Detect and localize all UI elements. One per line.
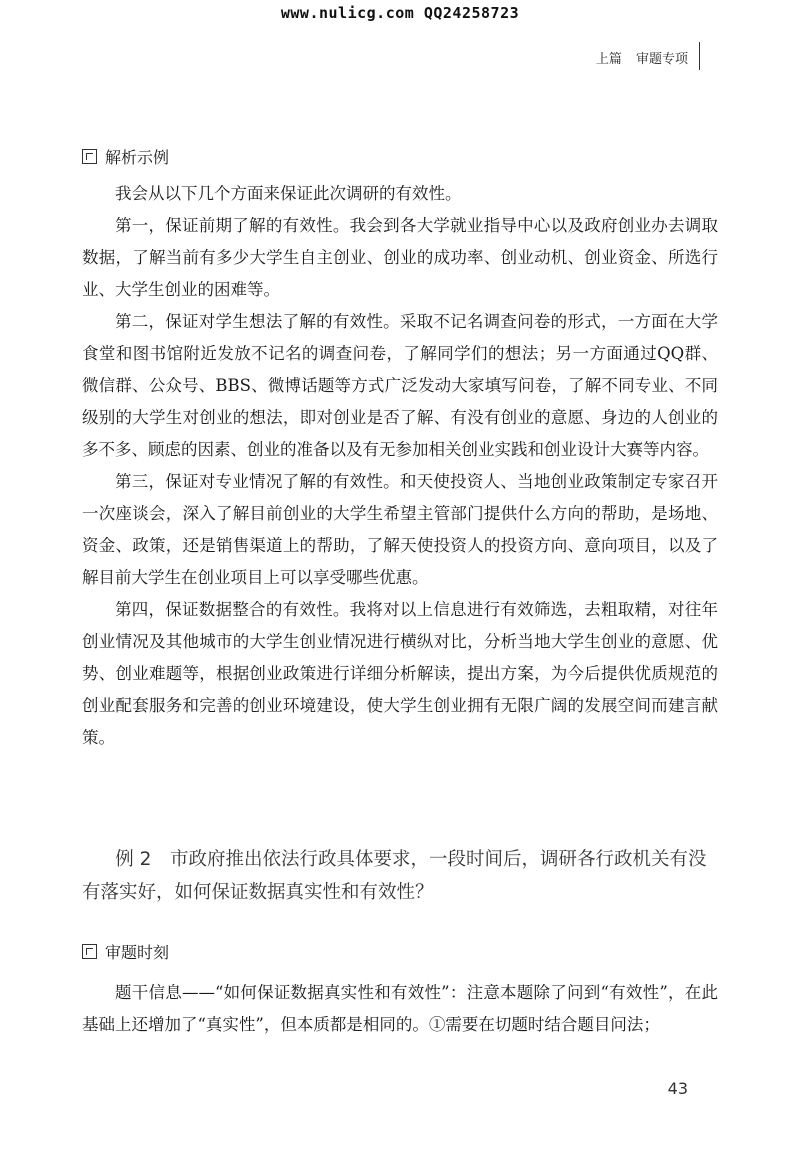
paragraph: 第一，保证前期了解的有效性。我会到各大学就业指导中心以及政府创业办去调取数据，了解当前有多少大学生自主创业、创业的成功率、创业动机、创业资金、所选行业、大学生创业的困难等。 [82,216,718,299]
example-text: 例 2 市政府推出依法行政具体要求，一段时间后，调研各行政机关有没有落实好，如何保证数据真实性和有效性？ [82,849,707,903]
paragraph: 第四，保证数据整合的有效性。我将对以上信息进行有效筛选，去粗取精，对往年创业情况及其他城市的大学生创业情况进行横纵对比，分析当地大学生创业的意愿、优势、创业难题等，根据创业政策进行详细分析解读，提出方案，为今后提供优质规范的创业配套服务和完善的创业环境建设，使大学生创业拥有无限广阔的发展空间而建言献策。 [82,600,718,747]
review-box-icon [82,944,97,959]
section-heading-analysis [82,145,169,168]
paragraph: 我会从以下几个方面来保证此次调研的有效性。 [115,184,462,203]
section-heading-review [82,940,169,963]
page-number: 43 [667,1079,688,1098]
running-head [586,48,688,67]
running-head-section: 审题专项 [635,52,688,67]
analysis-body [82,178,718,754]
running-head-part: 上篇 [595,52,622,67]
section-title: 审题时刻 [105,943,170,962]
running-head-rule [699,42,700,70]
analysis-box-icon [82,149,97,164]
section-title: 解析示例 [105,148,170,167]
review-body [82,977,718,1041]
example-2 [82,843,718,909]
watermark: www.nulicg.com QQ24258723 [280,4,520,22]
paragraph: 第二，保证对学生想法了解的有效性。采取不记名调查问卷的形式，一方面在大学食堂和图书馆附近发放不记名的调查问卷，了解同学们的想法；另一方面通过QQ群、微信群、公众号、BBS、微博话题等方式广泛发动大家填写问卷，了解不同专业、不同级别的大学生对创业的想法，即对创业是否了解、有没有创业的意愿、身边的人创业的多不多、顾虑的因素、创业的准备以及有无参加相关创业实践和创业设计大赛等内容。 [82,312,718,459]
paragraph: 题干信息——“如何保证数据真实性和有效性”：注意本题除了问到“有效性”，在此基础上还增加了“真实性”，但本质都是相同的。①需要在切题时结合题目问法； [82,983,718,1034]
paragraph: 第三，保证对专业情况了解的有效性。和天使投资人、当地创业政策制定专家召开一次座谈会，深入了解目前创业的大学生希望主管部门提供什么方向的帮助，是场地、资金、政策，还是销售渠道上的帮助，了解天使投资人的投资方向、意向项目，以及了解目前大学生在创业项目上可以享受哪些优惠。 [82,472,718,587]
